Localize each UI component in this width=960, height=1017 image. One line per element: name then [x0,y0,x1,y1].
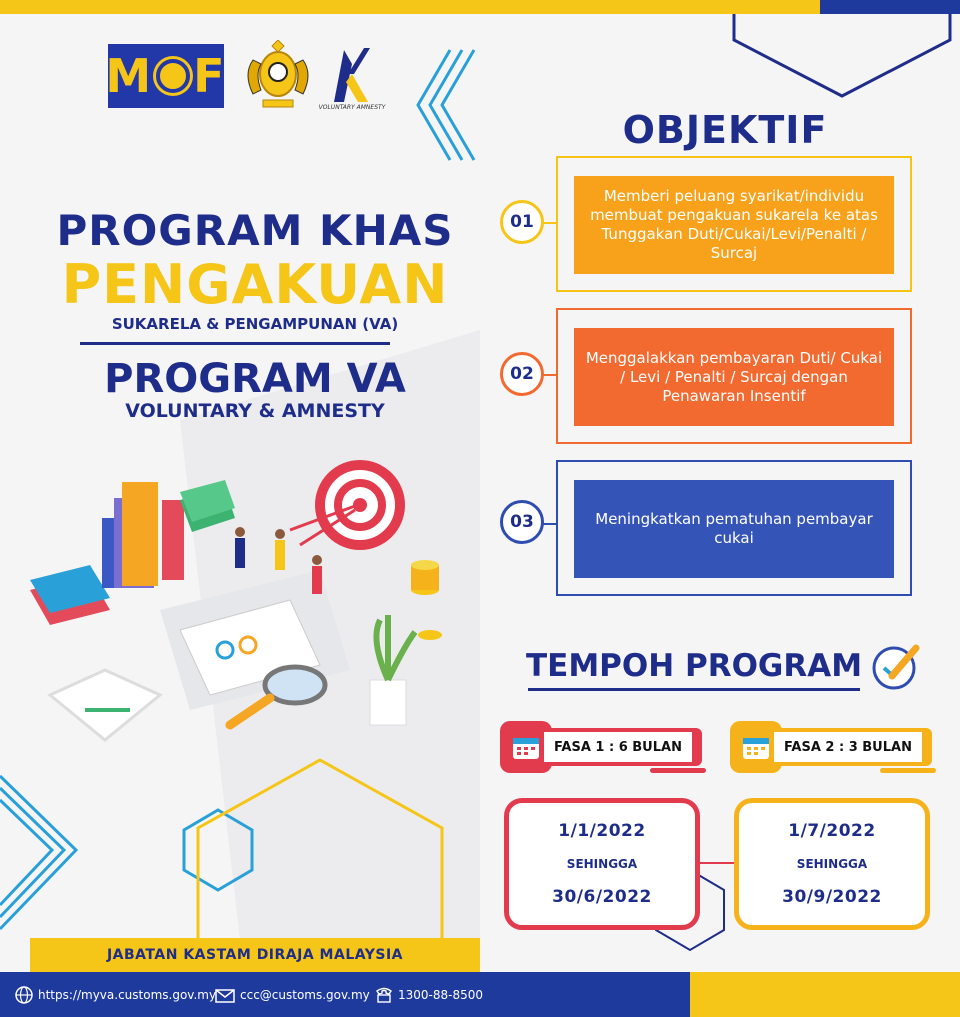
objective-number-3: 03 [500,500,544,544]
malaysia-crest-icon [237,40,319,112]
email-link[interactable]: ccc@customs.gov.my [240,988,370,1002]
objektif-heading: OBJEKTIF [622,108,828,152]
objective-number-1: 01 [500,200,544,244]
phase-2-end: 30/9/2022 [782,887,882,907]
globe-icon [14,985,34,1005]
phase-2-start: 1/7/2022 [788,821,876,841]
phase-2-until: SEHINGGA [796,857,868,871]
objective-text-3: Meningkatkan pematuhan pembayar cukai [574,480,894,578]
subtitle-voluntary-amnesty: VOLUNTARY & AMNESTY [125,400,385,422]
mail-icon [214,985,236,1005]
phase-2-dates [734,798,930,930]
phase-2-tag [730,728,936,772]
tempoh-underline [528,688,860,691]
phase-1-until: SEHINGGA [566,857,638,871]
business-illustration [20,440,460,760]
mof-logo: M F [108,44,224,108]
phase-1-tag-underline [650,768,706,773]
objective-card-3 [556,460,912,596]
footer-website[interactable] [14,985,216,1005]
phase-1-tag [500,728,706,772]
objective-text-2: Menggalakkan pembayaran Duti/ Cukai / Levi / Penalti / Surcaj dengan Penawaran Insentif [574,328,894,426]
phase-1-end: 30/6/2022 [552,887,652,907]
phase-1-dates [504,798,700,930]
phase-1-start: 1/1/2022 [558,821,646,841]
phone-number[interactable]: 1300-88-8500 [398,988,484,1002]
phone-icon [374,985,394,1005]
footer-email[interactable] [214,985,370,1005]
subtitle-sukarela: SUKARELA & PENGAMPUNAN (VA) [111,315,399,333]
objective-number-2: 02 [500,352,544,396]
phase-2-label: FASA 2 : 3 BULAN [774,732,922,762]
title-program-khas: PROGRAM KHAS [56,206,454,255]
footer-yellow-accent [690,972,960,1017]
footer-phone[interactable] [374,985,483,1005]
phase-connector [700,862,734,864]
edit-check-icon [870,640,922,692]
website-link[interactable]: https://myva.customs.gov.my [38,988,217,1002]
objective-card-1 [556,156,912,292]
department-banner: JABATAN KASTAM DIRAJA MALAYSIA [30,938,480,972]
mof-emblem [156,59,190,93]
title-divider [80,342,390,345]
va-logo-icon [316,44,390,112]
objective-text-1: Memberi peluang syarikat/individu membuat pengakuan sukarela ke atas Tunggakan Duti/Cukai/Levi/Penalti / Surcaj [574,176,894,274]
va-logo-caption: VOLUNTARY AMNESTY [318,104,386,111]
tempoh-heading: TEMPOH PROGRAM [526,648,863,684]
title-pengakuan: PENGAKUAN [61,253,449,316]
phase-1-label: FASA 1 : 6 BULAN [544,732,692,762]
phase-2-tag-underline [880,768,936,773]
title-program-va: PROGRAM VA [104,356,406,402]
objective-card-2 [556,308,912,444]
